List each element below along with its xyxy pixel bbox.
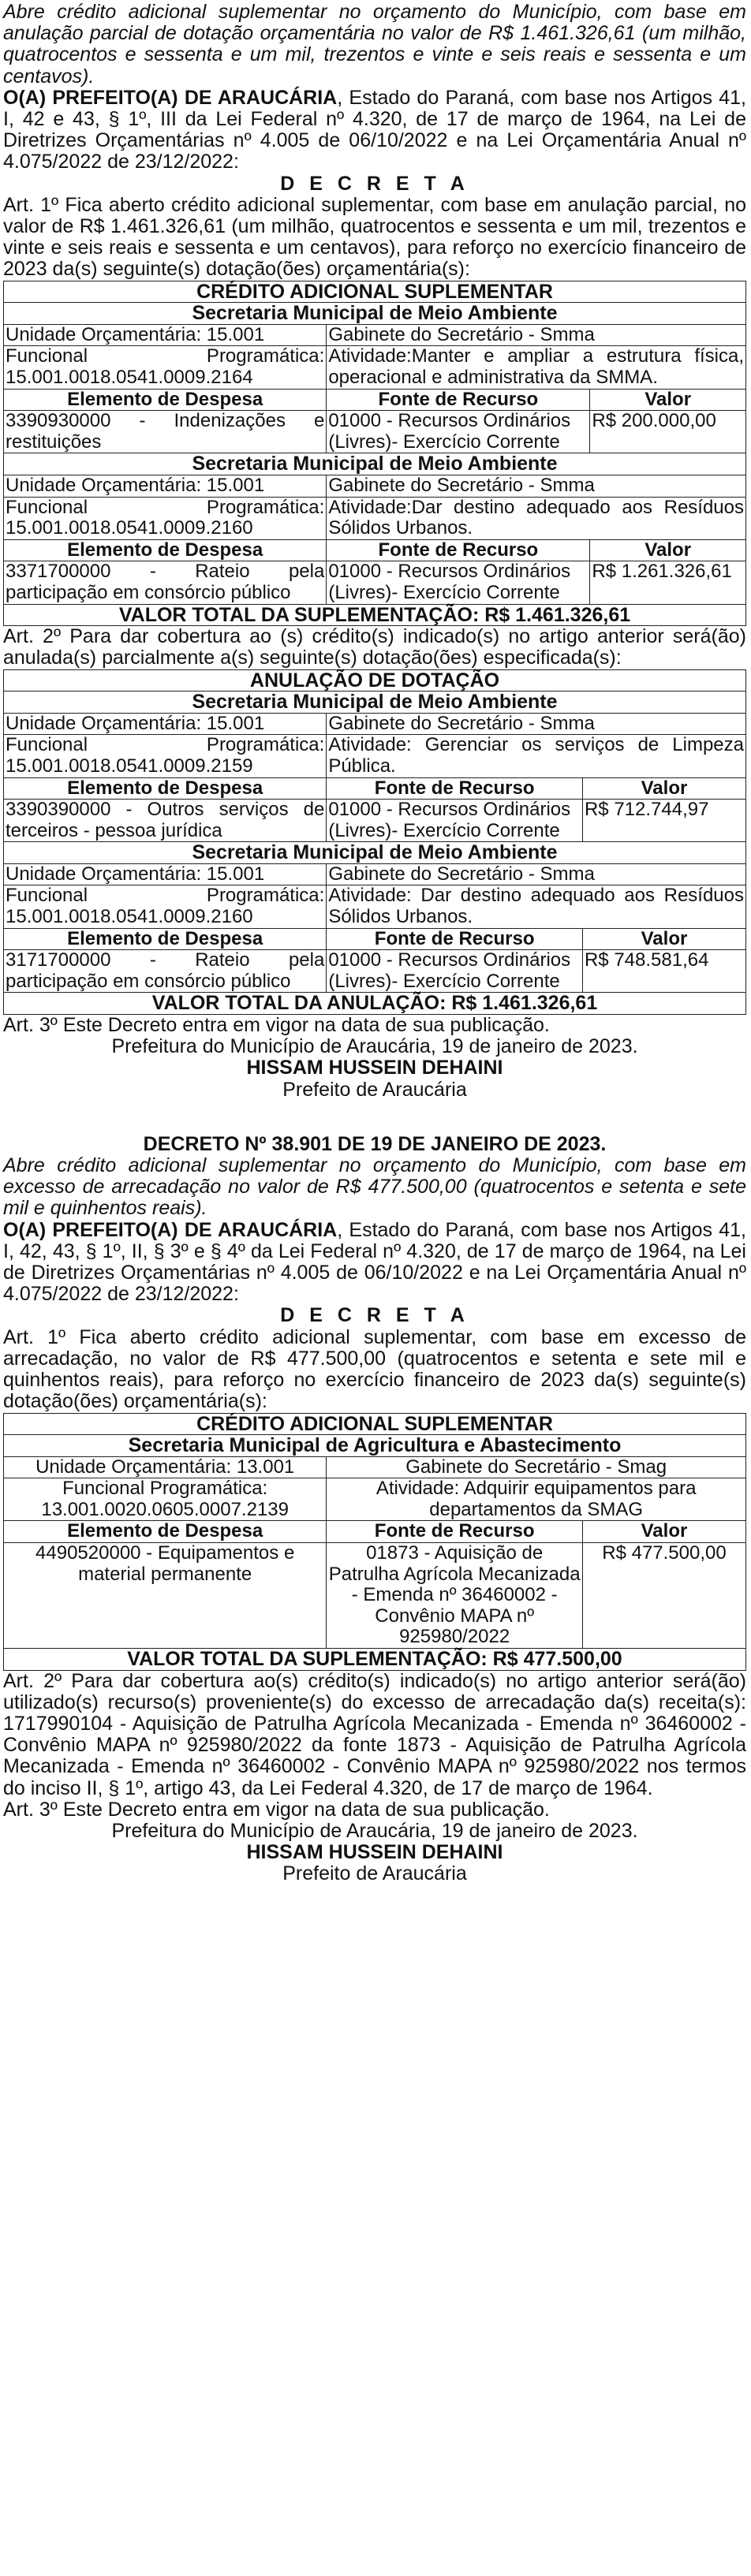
decree1-annul-table xyxy=(3,669,746,1016)
unidade-cell: Unidade Orçamentária: 15.001 xyxy=(4,475,327,497)
secretaria-row: Secretaria Municipal de Meio Ambiente xyxy=(4,303,746,325)
credit-table-title: CRÉDITO ADICIONAL SUPLEMENTAR xyxy=(4,281,746,303)
atividade-cell: Atividade: Adquirir equipamentos para departamentos da SMAG xyxy=(327,1478,746,1521)
decree1-place-date: Prefeitura do Município de Araucária, 19 de janeiro de 2023. xyxy=(111,1035,638,1058)
atividade-cell: Atividade:Manter e ampliar a estrutura física, operacional e administrativa da SMMA. xyxy=(327,346,746,389)
decree2-decreta: D E C R E T A xyxy=(280,1304,469,1327)
secretaria-row: Secretaria Municipal de Meio Ambiente xyxy=(4,453,746,475)
elemento-cell: 3390390000 - Outros serviços de terceiros - pessoa jurídica xyxy=(4,800,327,842)
funcional-cell: Funcional Programática: 13.001.0020.0605.0007.2139 xyxy=(4,1478,327,1521)
gabinete-cell: Gabinete do Secretário - Smma xyxy=(327,324,746,346)
credit-total-row: VALOR TOTAL DA SUPLEMENTAÇÃO: R$ 477.500,00 xyxy=(4,1649,746,1671)
header-fonte: Fonte de Recurso xyxy=(327,1521,583,1543)
elemento-cell: 3371700000 - Rateio pela participação em consórcio público xyxy=(4,561,327,604)
funcional-cell: Funcional Programática: 15.001.0018.0541.0009.2159 xyxy=(4,735,327,777)
decree2-prefeito-text: , Estado do Paraná, com base nos Artigos 41, I, 42, 43, § 1º, II, § 3º e § 4º da Lei Federal nº 4.320, de 17 de março de 1964, na Lei de Diretrizes Orçamentárias nº 4.005 de 06/10/2022 e na Lei Orçamentária Anual nº 4.075/2022 de 23/12/2022: xyxy=(3,1218,746,1306)
valor-cell: R$ 200.000,00 xyxy=(590,411,746,453)
decree2-art3: Art. 3º Este Decreto entra em vigor na data de sua publicação. xyxy=(3,1798,550,1821)
decree1-credit-table xyxy=(3,281,746,627)
decree2-prefeito-name: O(A) PREFEITO(A) DE ARAUCÁRIA xyxy=(3,1218,338,1241)
decree1-art2: Art. 2º Para dar cobertura ao (s) crédito(s) indicado(s) no artigo anterior será(ão) anulada(s) parcialmente a(s) seguinte(s) dotação(ões) especificada(s): xyxy=(3,625,746,669)
secretaria-row: Secretaria Municipal de Meio Ambiente xyxy=(4,692,746,714)
header-valor: Valor xyxy=(582,777,745,800)
header-elemento: Elemento de Despesa xyxy=(4,777,327,800)
gabinete-cell: Gabinete do Secretário - Smma xyxy=(327,713,746,735)
decree1-signer: HISSAM HUSSEIN DEHAINI xyxy=(246,1057,503,1079)
secretaria-row: Secretaria Municipal de Agricultura e Abastecimento xyxy=(4,1435,746,1457)
funcional-cell: Funcional Programática: 15.001.0018.0541.0009.2160 xyxy=(4,885,327,928)
decree2-signer-title: Prefeito de Araucária xyxy=(282,1862,467,1885)
fonte-cell: 01000 - Recursos Ordinários (Livres)- Exercício Corrente xyxy=(327,411,590,453)
header-valor: Valor xyxy=(582,928,745,950)
credit-table-title: CRÉDITO ADICIONAL SUPLEMENTAR xyxy=(4,1413,746,1435)
elemento-cell: 4490520000 - Equipamentos e material permanente xyxy=(4,1543,327,1649)
header-fonte: Fonte de Recurso xyxy=(327,539,590,561)
decree2-signer: HISSAM HUSSEIN DEHAINI xyxy=(246,1841,503,1864)
header-elemento: Elemento de Despesa xyxy=(4,928,327,950)
header-elemento: Elemento de Despesa xyxy=(4,1521,327,1543)
header-valor: Valor xyxy=(590,539,746,561)
secretaria-row: Secretaria Municipal de Meio Ambiente xyxy=(4,842,746,864)
decree1-preamble xyxy=(3,88,746,173)
decree1-art1: Art. 1º Fica aberto crédito adicional suplementar, com base em anulação parcial, no valor de R$ 1.461.326,61 (um milhão, quatrocentos e sessenta e um mil, trezentos e vinte e seis reais e sessenta e um centavos), para reforço no exercício financeiro de 2023 da(s) seguinte(s) dotação(ões) orçamentária(s): xyxy=(3,193,746,281)
atividade-cell: Atividade: Gerenciar os serviços de Limpeza Pública. xyxy=(327,735,746,777)
decree1-signer-title: Prefeito de Araucária xyxy=(282,1078,467,1101)
decree2-intro: Abre crédito adicional suplementar no orçamento do Município, com base em excesso de arrecadação no valor de R$ 477.500,00 (quatrocentos e setenta e sete mil e quinhentos reais). xyxy=(3,1154,746,1220)
annul-total-row: VALOR TOTAL DA ANULAÇÃO: R$ 1.461.326,61 xyxy=(4,993,746,1015)
funcional-cell: Funcional Programática: 15.001.0018.0541.0009.2160 xyxy=(4,497,327,539)
decree1-intro: Abre crédito adicional suplementar no orçamento do Município, com base em anulação parcial de dotação orçamentária no valor de R$ 1.461.326,61 (um milhão, quatrocentos e sessenta e um mil, trezentos e vinte e seis reais e sessenta e um centavos). xyxy=(3,1,746,88)
fonte-cell: 01000 - Recursos Ordinários (Livres)- Exercício Corrente xyxy=(327,800,583,842)
decree2-heading: DECRETO Nº 38.901 DE 19 DE JANEIRO DE 2023. xyxy=(143,1132,607,1155)
valor-cell: R$ 477.500,00 xyxy=(582,1543,745,1649)
section-spacer xyxy=(3,1101,746,1134)
atividade-cell: Atividade:Dar destino adequado aos Resíduos Sólidos Urbanos. xyxy=(327,497,746,539)
credit-total-row: VALOR TOTAL DA SUPLEMENTAÇÃO: R$ 1.461.326,61 xyxy=(4,604,746,626)
valor-cell: R$ 1.261.326,61 xyxy=(590,561,746,604)
unidade-cell: Unidade Orçamentária: 15.001 xyxy=(4,863,327,885)
elemento-cell: 3390930000 - Indenizações e restituições xyxy=(4,411,327,453)
valor-cell: R$ 748.581,64 xyxy=(582,950,745,993)
decree1-prefeito-text: , Estado do Paraná, com base nos Artigos 41, I, 42 e 43, § 1º, III da Lei Federal nº 4.320, de 17 de março de 1964, na Lei de Diretrizes Orçamentárias nº 4.005 de 06/10/2022 e na Lei Orçamentária Anual nº 4.075/2022 de 23/12/2022: xyxy=(3,86,746,173)
gabinete-cell: Gabinete do Secretário - Smag xyxy=(327,1456,746,1478)
decree1-prefeito-name: O(A) PREFEITO(A) DE ARAUCÁRIA xyxy=(3,86,338,109)
atividade-cell: Atividade: Dar destino adequado aos Resíduos Sólidos Urbanos. xyxy=(327,885,746,928)
annul-table-title: ANULAÇÃO DE DOTAÇÃO xyxy=(4,669,746,692)
decree1-decreta: D E C R E T A xyxy=(280,172,469,195)
funcional-cell: Funcional Programática: 15.001.0018.0541.0009.2164 xyxy=(4,346,327,389)
fonte-cell: 01000 - Recursos Ordinários (Livres)- Exercício Corrente xyxy=(327,950,583,993)
fonte-cell: 01873 - Aquisição de Patrulha Agrícola Mecanizada - Emenda nº 36460002 - Convênio MAPA nº 925980/2022 xyxy=(327,1543,583,1649)
header-valor: Valor xyxy=(582,1521,745,1543)
valor-cell: R$ 712.744,97 xyxy=(582,800,745,842)
decree2-art2: Art. 2º Para dar cobertura ao(s) crédito(s) indicado(s) no artigo anterior será(ão) utilizado(s) recurso(s) proveniente(s) do excesso de arrecadação da(s) receita(s): 1717990104 - Aquisição de Patrulha Agrícola Mecanizada - Emenda nº 36460002 - Convênio MAPA nº 925980/2022 da fonte 1873 - Aquisição de Patrulha Agrícola Mecanizada - Emenda nº 36460002 - Convênio MAPA nº 925980/2022 nos termos do inciso II, § 1º, artigo 43, da Lei Federal 4.320, de 17 de março de 1964. xyxy=(3,1669,746,1799)
fonte-cell: 01000 - Recursos Ordinários (Livres)- Exercício Corrente xyxy=(327,561,590,604)
gabinete-cell: Gabinete do Secretário - Smma xyxy=(327,863,746,885)
decree2-credit-table xyxy=(3,1413,746,1671)
gabinete-cell: Gabinete do Secretário - Smma xyxy=(327,475,746,497)
header-fonte: Fonte de Recurso xyxy=(327,389,590,411)
header-elemento: Elemento de Despesa xyxy=(4,539,327,561)
decree2-place-date: Prefeitura do Município de Araucária, 19 de janeiro de 2023. xyxy=(111,1820,638,1843)
header-fonte: Fonte de Recurso xyxy=(327,777,583,800)
unidade-cell: Unidade Orçamentária: 15.001 xyxy=(4,713,327,735)
decree2-preamble xyxy=(3,1220,746,1306)
header-valor: Valor xyxy=(590,389,746,411)
header-elemento: Elemento de Despesa xyxy=(4,389,327,411)
decree2-art1: Art. 1º Fica aberto crédito adicional suplementar, com base em excesso de arrecadação, no valor de R$ 477.500,00 (quatrocentos e setenta e sete mil e quinhentos reais), para reforço no exercício financeiro de 2023 da(s) seguinte(s) dotação(ões) orçamentária(s): xyxy=(3,1325,746,1413)
header-fonte: Fonte de Recurso xyxy=(327,928,583,950)
decree1-art3: Art. 3º Este Decreto entra em vigor na data de sua publicação. xyxy=(3,1014,550,1037)
unidade-cell: Unidade Orçamentária: 13.001 xyxy=(4,1456,327,1478)
unidade-cell: Unidade Orçamentária: 15.001 xyxy=(4,324,327,346)
elemento-cell: 3171700000 - Rateio pela participação em consórcio público xyxy=(4,950,327,993)
